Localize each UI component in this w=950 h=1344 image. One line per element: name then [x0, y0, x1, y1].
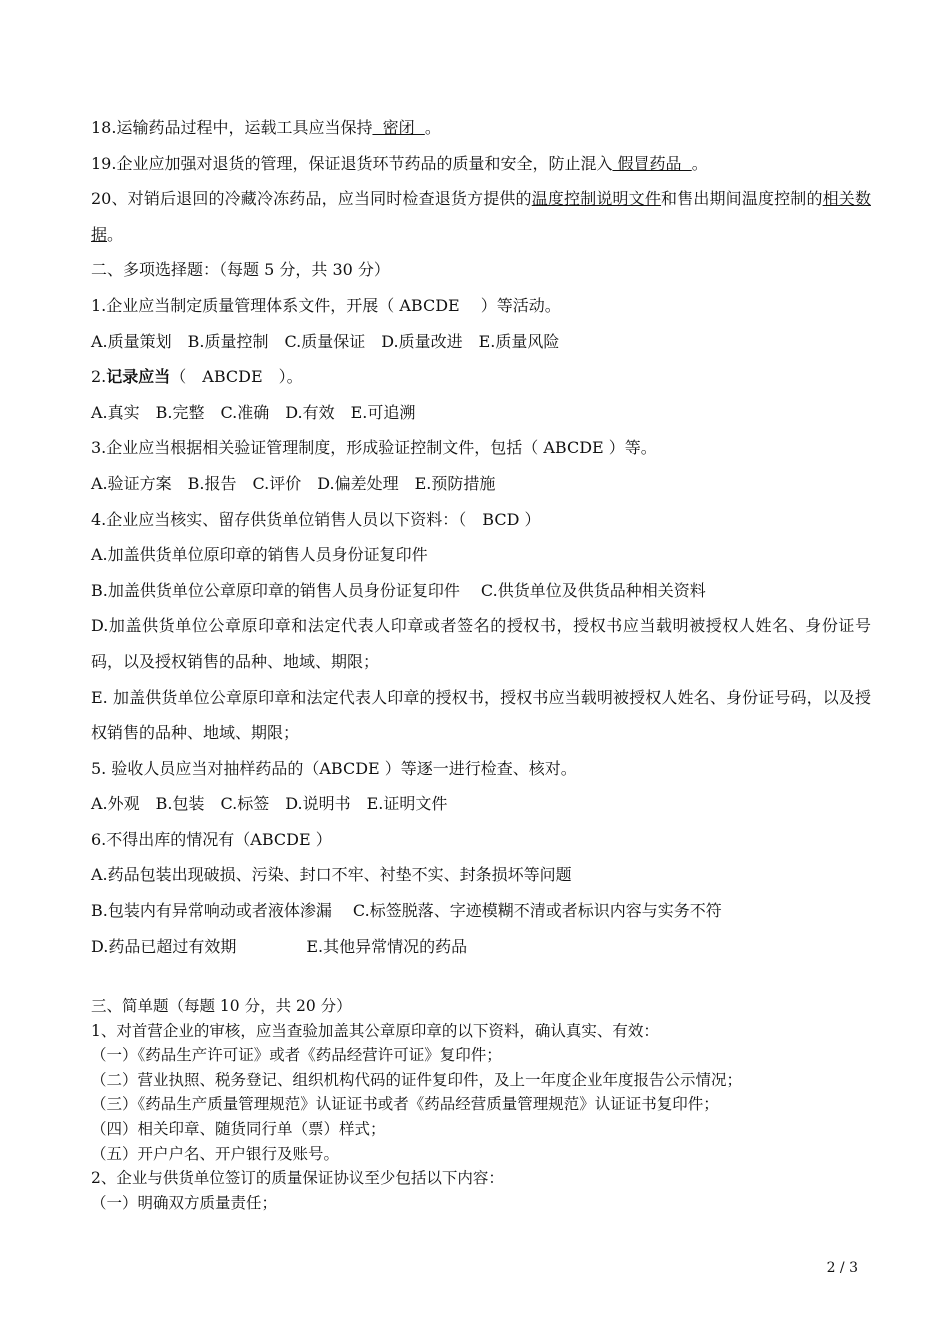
question-18: 18.运输药品过程中，运载工具应当保持 密闭 。 [91, 118, 441, 137]
mc-option-4bc: B.加盖供货单位公章原印章的销售人员身份证复印件 C.供货单位及供货品种相关资料 [91, 580, 706, 600]
mc-option-4e: E. 加盖供货单位公章原印章和法定代表人印章的授权书，授权书应当载明被授权人姓名、身份证号码，以及授权销售的品种、地域、期限； [91, 687, 871, 743]
mc-question-2: 2.记录应当（ ABCDE ）。 [91, 367, 303, 387]
short-answer-line: （三）《药品生产质量管理规范》认证证书或者《药品经营质量管理规范》认证证书复印件； [91, 1095, 719, 1114]
section-heading-short-answer: 三、简单题（每题 10 分，共 20 分） [91, 997, 352, 1015]
short-answer-line: （二）营业执照、税务登记、组织机构代码的证件复印件，及上一年度企业年度报告公示情况； [91, 1070, 743, 1089]
mc-question-6: 6.不得出库的情况有（ABCDE ） [91, 829, 332, 849]
short-answer-line: （一）明确双方质量责任； [91, 1193, 278, 1212]
mc-options-1: A.质量策划 B.质量控制 C.质量保证 D.质量改进 E.质量风险 [91, 331, 560, 351]
short-answer-line: （一）《药品生产许可证》或者《药品经营许可证》复印件； [91, 1046, 502, 1065]
mc-options-5: A.外观 B.包装 C.标签 D.说明书 E.证明文件 [91, 794, 448, 814]
section-short-answer [91, 994, 871, 1215]
mc-options-3: A.验证方案 B.报告 C.评价 D.偏差处理 E.预防措施 [91, 473, 496, 493]
section-fill-and-choice [91, 110, 871, 964]
answer-blank: 密闭 [372, 118, 425, 137]
short-answer-line: （五）开户户名、开户银行及账号。 [91, 1144, 340, 1163]
answer-blank: 假冒药品 [612, 153, 692, 173]
mc-option-6bc: B.包装内有异常响动或者液体渗漏 C.标签脱落、字迹模糊不清或者标识内容与实务不符 [91, 901, 722, 921]
mc-question-1: 1.企业应当制定质量管理体系文件，开展（ ABCDE ）等活动。 [91, 295, 561, 315]
mc-question-4: 4.企业应当核实、留存供货单位销售人员以下资料：（ BCD ） [91, 509, 541, 529]
mc-option-6a: A.药品包装出现破损、污染、封口不牢、衬垫不实、封条损坏等问题 [91, 865, 572, 885]
short-answer-line: 2、企业与供货单位签订的质量保证协议至少包括以下内容： [91, 1169, 504, 1188]
mc-question-5: 5. 验收人员应当对抽样药品的（ABCDE ）等逐一进行检查、核对。 [91, 758, 577, 778]
mc-option-4d: D.加盖供货单位公章原印章和法定代表人印章或者签名的授权书，授权书应当载明被授权人姓名、身份证号码，以及授权销售的品种、地域、期限； [91, 616, 871, 671]
question-20: 20、对销后退回的冷藏冷冻药品，应当同时检查退货方提供的温度控制说明文件和售出期间温度控制的相关数据。 [91, 189, 871, 244]
section-heading-multi-choice: 二、多项选择题：（每题 5 分，共 30 分） [91, 260, 390, 280]
question-19: 19.企业应加强对退货的管理，保证退货环节药品的质量和安全，防止混入 假冒药品 。 [91, 153, 708, 173]
answer-blank: 相关数据 [91, 189, 871, 244]
mc-options-2: A.真实 B.完整 C.准确 D.有效 E.可追溯 [91, 402, 416, 422]
mc-option-4a: A.加盖供货单位原印章的销售人员身份证复印件 [91, 545, 428, 565]
answer-blank: 温度控制说明文件 [531, 189, 662, 209]
short-answer-line: （四）相关印章、随货同行单（票）样式； [91, 1119, 386, 1138]
page-number: 2 / 3 [826, 1260, 858, 1276]
mc-option-6de: D.药品已超过有效期 E.其他异常情况的药品 [91, 936, 468, 956]
mc-question-3: 3.企业应当根据相关验证管理制度，形成验证控制文件，包括（ ABCDE ）等。 [91, 438, 657, 458]
short-answer-line: 1、对首营企业的审核，应当查验加盖其公章原印章的以下资料，确认真实、有效： [91, 1021, 659, 1040]
